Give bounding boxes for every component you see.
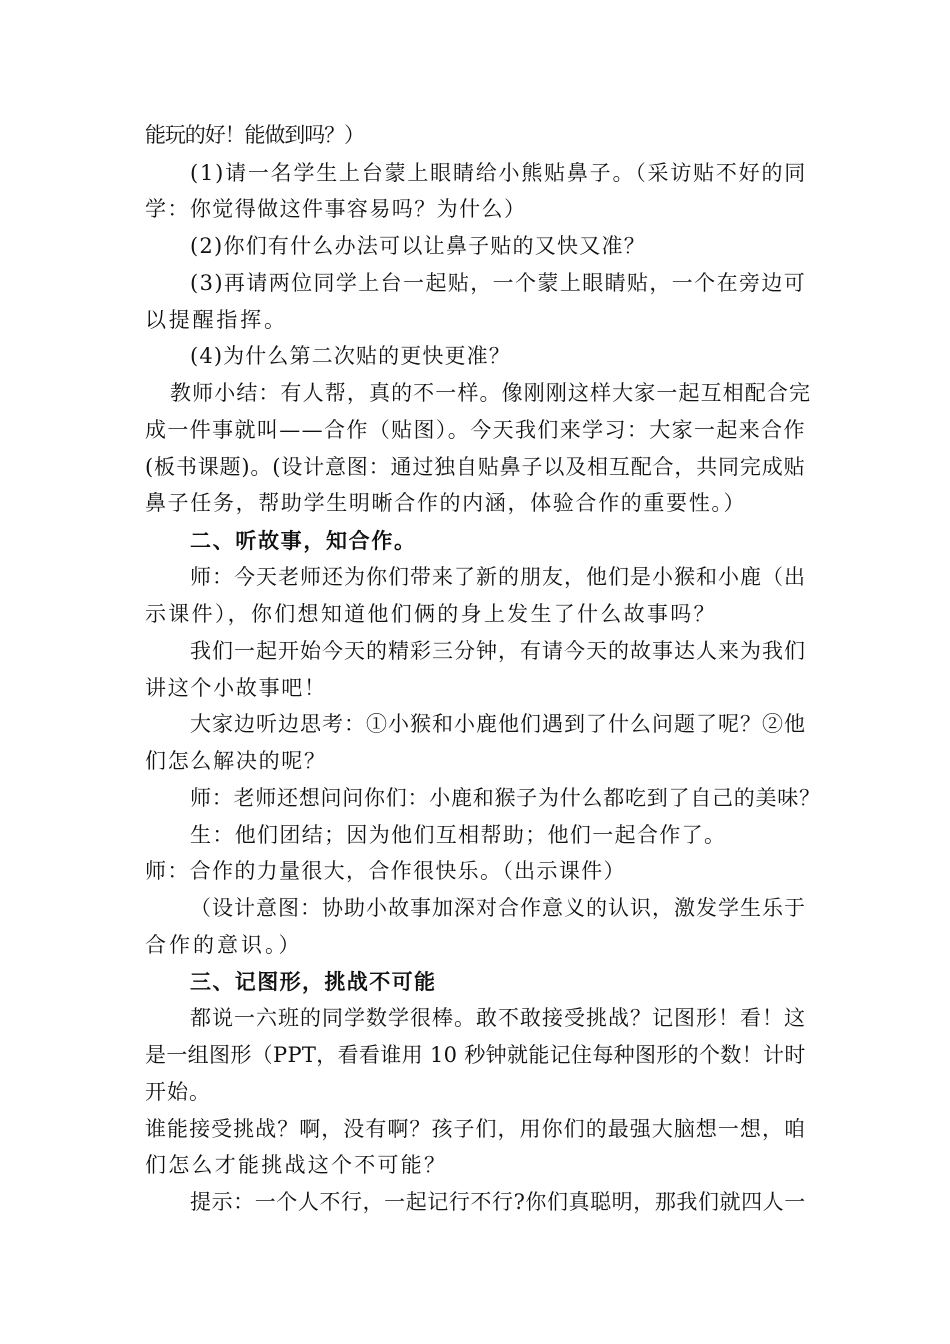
- text-line: 合作的意识。）: [145, 933, 303, 957]
- text-line: 师：老师还想问问你们：小鹿和猴子为什么都吃到了自己的美味？: [190, 786, 821, 810]
- section-heading: 三、记图形，挑战不可能: [190, 970, 437, 994]
- text-line: 们怎么才能挑战这个不可能？: [145, 1153, 448, 1177]
- text-line: 师：今天老师还为你们带来了新的朋友，他们是小猴和小鹿（出: [190, 565, 806, 589]
- text-line: 讲这个小故事吧！: [145, 676, 327, 700]
- text-line: 鼻子任务，帮助学生明晰合作的内涵，体验合作的重要性。）: [145, 491, 747, 515]
- text-line: 成一件事就叫——合作（贴图）。今天我们来学习：大家一起来合作: [145, 418, 806, 442]
- text-line: （设计意图：协助小故事加深对合作意义的认识，激发学生乐于: [190, 896, 806, 920]
- text-line: (3)再请两位同学上台一起贴，一个蒙上眼睛贴，一个在旁边可: [190, 271, 807, 295]
- text-line: 我们一起开始今天的精彩三分钟，有请今天的故事达人来为我们: [190, 639, 806, 663]
- text-line: 能玩的好！能做到吗？）: [145, 123, 364, 147]
- text-line: 谁能接受挑战？啊，没有啊？孩子们，用你们的最强大脑想一想，咱: [145, 1117, 807, 1141]
- text-line: 示课件），你们想知道他们俩的身上发生了什么故事吗？: [145, 602, 717, 626]
- text-line: 开始。: [145, 1080, 211, 1104]
- text-line: (4)为什么第二次贴的更快更准？: [190, 344, 511, 368]
- text-line: 大家边听边思考：①小猴和小鹿他们遇到了什么问题了呢？②他: [190, 712, 806, 736]
- text-line: 生：他们团结；因为他们互相帮助；他们一起合作了。: [190, 823, 727, 847]
- text-line: 学：你觉得做这件事容易吗？为什么）: [145, 197, 527, 221]
- section-heading: 二、听故事，知合作。: [190, 529, 417, 553]
- text-line: 都说一六班的同学数学很棒。敢不敢接受挑战？记图形！看！这: [190, 1006, 806, 1030]
- text-line: 以提醒指挥。: [145, 308, 288, 332]
- text-line: 们怎么解决的呢？: [145, 749, 327, 773]
- text-line: (板书课题)。(设计意图：通过独自贴鼻子以及相互配合，共同完成贴: [145, 455, 806, 479]
- text-line: 师：合作的力量很大，合作很快乐。（出示课件）: [145, 859, 626, 883]
- text-line: 提示：一个人不行，一起记行不行?你们真聪明，那我们就四人一: [190, 1190, 806, 1214]
- text-line: (2)你们有什么办法可以让鼻子贴的又快又准？: [190, 234, 646, 258]
- text-line: 是一组图形（PPT，看看谁用 10 秒钟就能记住每种图形的个数！计时: [145, 1043, 806, 1067]
- text-line: (1)请一名学生上台蒙上眼睛给小熊贴鼻子。（采访贴不好的同: [190, 161, 808, 185]
- text-line: 教师小结：有人帮，真的不一样。像刚刚这样大家一起互相配合完: [170, 381, 812, 405]
